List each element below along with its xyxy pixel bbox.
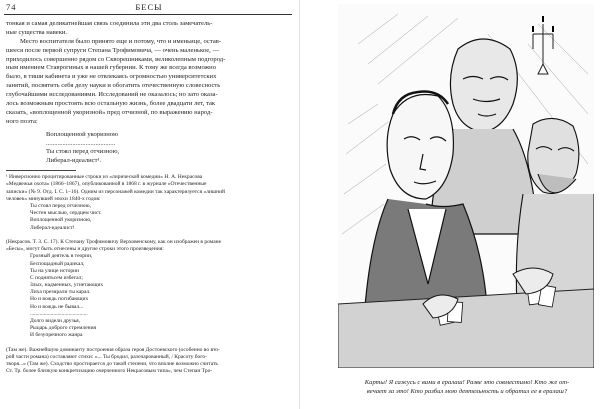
header-rule <box>4 14 292 15</box>
text-line: лось возможным простоять всю остальную жизнь, более двадцати лет, так <box>6 100 216 108</box>
running-title: БЕСЫ <box>135 2 163 12</box>
footnote-line: Ты на улице истории <box>30 267 79 274</box>
text-line: ным имением Ставрогиных в нашей губернии. К тому же всегда возможно <box>6 64 216 72</box>
footnote-line: Ст. Тр. более близкую конкретизацию очерченного Некрасовым типа», чем Степан Тро- <box>6 368 213 375</box>
illustration-card-players <box>338 4 594 368</box>
footnote-line: (Там же). Важнейшую доминанту построения образа героя Достоевского (особенно во вто- <box>6 346 220 353</box>
text-line: ного поэта: <box>6 117 38 125</box>
footnote-line: .......................................... <box>30 310 88 317</box>
candelabrum-sketch <box>533 16 553 74</box>
text-line: Воплощенной укоризною <box>46 130 118 138</box>
footnote-line: человек» минувшей эпохи 1840-х годов: <box>6 195 101 202</box>
footnote-line: Грозный деятель в теории, <box>30 253 93 260</box>
illustration-caption <box>338 378 596 396</box>
footnote-line: «Бесы», могут быть отнесены и другие строки этого произведения: <box>6 246 164 253</box>
page-number: 74 <box>6 2 17 12</box>
footnote-line: Лиха презирали ты карал. <box>30 289 91 296</box>
text-block <box>6 20 292 376</box>
text-line: Ты стоял перед отчизною, <box>46 148 120 156</box>
text-line: глубочайшими исследованиями. Исследований не оказалось; но зато оказа- <box>6 91 218 99</box>
footnote-line: С поднятьсем избегал; <box>30 274 83 281</box>
footnote-line: рой части романа) составляют стихи: «... Ты бродил, разочарованный, / Красоту бого- <box>6 353 207 360</box>
footnote-line <box>6 340 292 347</box>
text-line: Либерал-идеалист¹. <box>46 157 102 165</box>
footnote-line: И безупречного жанра <box>30 332 83 339</box>
main-text <box>6 20 292 166</box>
footnote-line: Воплощенной укоризною, <box>30 217 92 224</box>
footnote-line: записки» (№ 9. Отд. I. С. 1–16). Одним из персонажей комедии так характеризуется «лишний <box>6 188 225 195</box>
footnote-line: (Некрасов. Т. 3. С. 17). К Степану Трофимовичу Верховенскому, как он изображен в романе <box>6 238 222 245</box>
text-line: было, в тиши кабинета и уже не отвлекаясь огромностью университетских <box>6 73 217 81</box>
caption-line-2: вечает за это! Кто разбил мою деятельность и обратил ее в ералаш? <box>366 388 568 395</box>
text-line: шееся после первой супруги Степана Трофимовича, — очень маленькое, — <box>6 46 220 54</box>
footnotes <box>6 174 292 375</box>
footnote-line: Злых, надменных, угнетающих <box>30 282 104 289</box>
text-line: .......................................... <box>46 139 116 147</box>
footnote-line: Но и вождь не бывал... <box>30 303 84 310</box>
footnote-line: Честен мыслью, сердцем чист. <box>30 210 102 217</box>
text-line: Место воспитателя было принято еще и потому, что и именьице, остав- <box>20 37 222 45</box>
text-line: занятий, посвятить себя делу науки и обогатить отечественную словесность <box>6 82 221 90</box>
running-head <box>6 2 292 14</box>
text-line: тонкая и самая деликатнейшая связь соединила эти два столь замечатель- <box>6 20 213 27</box>
footnote-line: Долго видели друзья, <box>30 318 81 324</box>
text-line: сказать, «воплощенной укоризной» пред отчизной, по выражению народ- <box>6 108 213 116</box>
footnote-line: Рыцарь доброго стремления <box>30 325 97 332</box>
footnote-rule <box>6 170 76 171</box>
footnote-line: Ты стоял перед отчизною, <box>30 203 92 209</box>
footnote-line: Либерал-идеалист! <box>30 224 75 231</box>
footnote-line <box>6 232 292 239</box>
footnote-line: Беспощадный радикал, <box>30 260 85 267</box>
footnote-line: творя...» (Там же). Сходство простирается до такой степени, что вполне возможно считать <box>6 361 218 368</box>
footnote-line: Но и вождь погибающих <box>30 296 89 303</box>
footnote-line: ¹ Инверсионно процитированные строки из «лирической комедии» Н. А. Некрасова <box>6 174 203 181</box>
text-line: ные существа навеки. <box>6 28 68 36</box>
text-line: приходилось совершенно рядом со Скворешниками, великолепным подгород- <box>6 55 226 63</box>
footnote-line: «Медвежья охота» (1866–1867), опубликованной в 1868 г. в журнале «Отечественные <box>6 181 207 188</box>
caption-line-1: Карты! Я сажусь с вами в ералаш! Разве это совместимо! Кто же от- <box>364 379 570 386</box>
